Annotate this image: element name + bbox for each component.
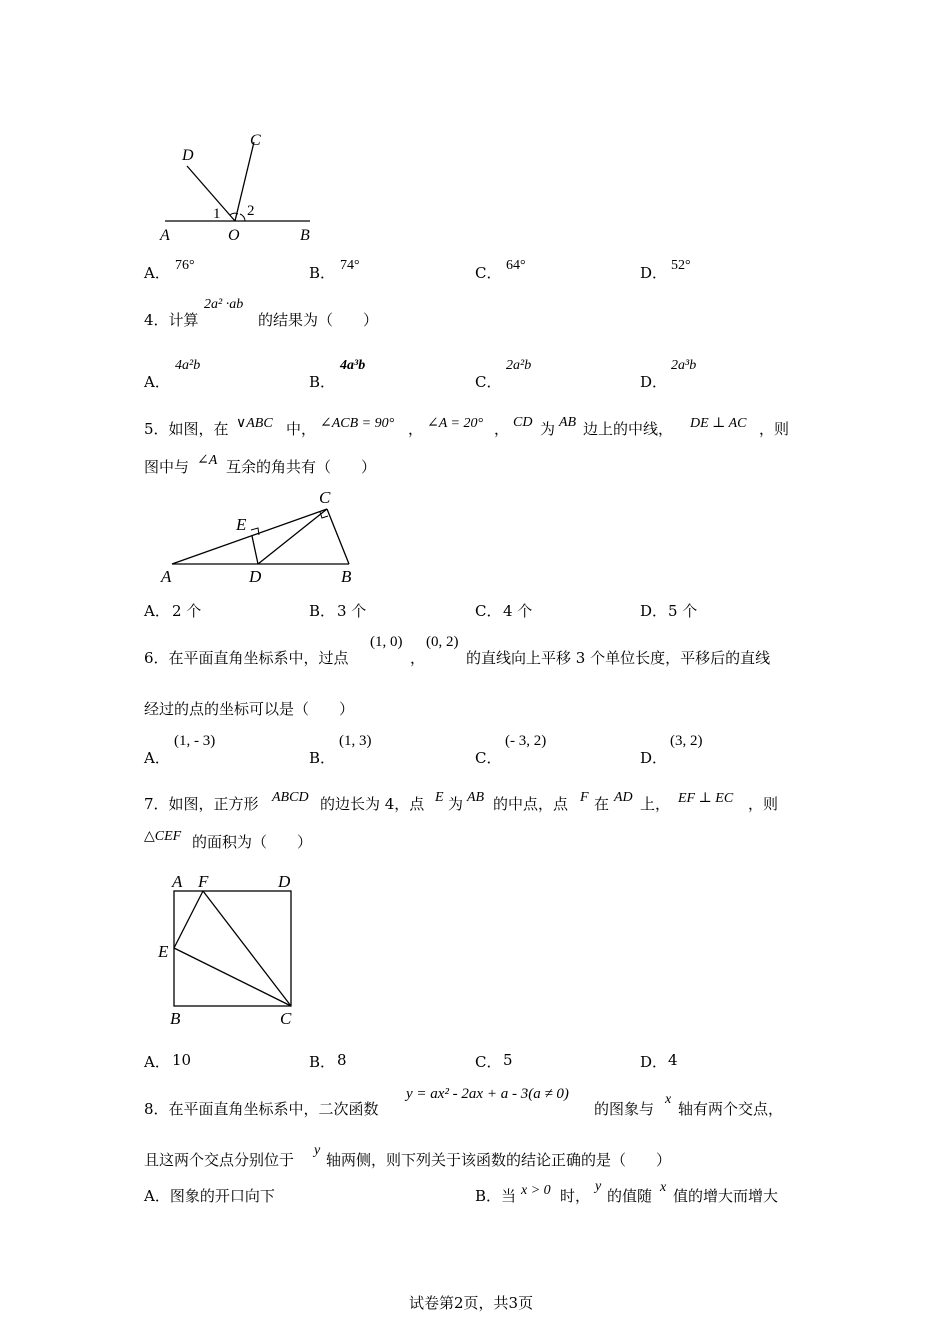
- q8-text: 且这两个交点分别位于: [144, 1151, 295, 1169]
- segment-fc: [203, 891, 291, 1006]
- option-value: 10: [172, 1051, 192, 1069]
- q8-math: y: [314, 1143, 321, 1158]
- label-e: E: [158, 942, 169, 961]
- angle-figure: [150, 120, 330, 250]
- label-b: B: [341, 567, 352, 586]
- segment-ec: [174, 948, 291, 1006]
- ray-od: [187, 166, 235, 221]
- q7-text: 为: [448, 795, 464, 813]
- option-letter: A．: [144, 373, 170, 391]
- segment-ef: [174, 891, 203, 948]
- label-b: B: [300, 227, 310, 244]
- q5-text: 图中与: [144, 458, 190, 476]
- q5-text: 为: [540, 420, 556, 438]
- label-e: E: [236, 515, 247, 534]
- q7-math: AB: [467, 790, 485, 805]
- option-letter: D．: [640, 373, 668, 391]
- option-value: 4a²b: [175, 358, 201, 373]
- option-value: 2a³b: [671, 358, 697, 373]
- q6-text: 经过的点的坐标可以是（ ）: [144, 700, 355, 718]
- option-value: 4: [668, 1051, 678, 1069]
- q5-math: ∠A = 20°: [427, 416, 484, 431]
- q5-math: CD: [513, 415, 533, 430]
- option-letter: B．: [309, 373, 336, 391]
- option-letter: B．: [309, 749, 336, 767]
- q6-text: ，: [410, 649, 426, 667]
- label-c: C: [319, 488, 331, 507]
- q8-text: 轴有两个交点，: [678, 1100, 784, 1118]
- segment-de: [252, 536, 258, 564]
- q4-expression: 2a² ·ab: [204, 297, 244, 312]
- q8-option-b: 时，: [560, 1187, 591, 1205]
- label-d: D: [182, 147, 194, 164]
- q8-option-b: 的值随: [607, 1187, 653, 1205]
- q5-math: DE ⊥ AC: [690, 416, 747, 431]
- option-value: 5: [503, 1051, 513, 1069]
- q5-text: 5．如图，在: [144, 420, 229, 438]
- option-value: 8: [337, 1051, 347, 1069]
- q7-text: 在: [594, 795, 610, 813]
- q6-text: 的直线向上平移 3 个单位长度，平移后的直线: [466, 649, 771, 667]
- q6-point: (0, 2): [426, 634, 459, 650]
- option-value: 76°: [175, 258, 195, 273]
- q7-math: ABCD: [272, 790, 309, 805]
- q5-text: 边上的中线，: [583, 420, 674, 438]
- option-letter: A．: [144, 602, 170, 620]
- q4-suffix: 的结果为（ ）: [258, 311, 379, 329]
- q5-math: AB: [559, 415, 577, 430]
- label-a: A: [160, 227, 170, 244]
- q8-math: y: [595, 1179, 602, 1194]
- segment-dc: [258, 509, 327, 564]
- option-value: (1, - 3): [174, 733, 216, 749]
- option-letter: D．: [640, 264, 668, 282]
- option-value: (3, 2): [670, 733, 703, 749]
- angle-arc-2: [240, 214, 245, 221]
- option-letter: D．: [640, 1053, 668, 1071]
- label-d: D: [249, 567, 262, 586]
- option-value: 52°: [671, 258, 691, 273]
- q6-point: (1, 0): [370, 634, 403, 650]
- q8-option-b: B．当: [475, 1187, 517, 1205]
- q7-math: △CEF: [144, 829, 182, 844]
- q8-option-a: A．图象的开口向下: [144, 1187, 275, 1205]
- option-letter: A．: [144, 264, 170, 282]
- q7-text: 上，: [640, 795, 671, 813]
- q5-math: ∠A: [197, 453, 218, 468]
- q8-math: x: [665, 1092, 672, 1107]
- option-letter: B．: [309, 602, 336, 620]
- label-o: O: [228, 227, 240, 244]
- option-value: 2a²b: [506, 358, 532, 373]
- q5-math: ∠ACB = 90°: [320, 416, 395, 431]
- q7-text: 7．如图，正方形: [144, 795, 259, 813]
- q7-math: E: [435, 790, 444, 805]
- q5-math: ∨ABC: [236, 416, 273, 431]
- q6-text: 6．在平面直角坐标系中，过点: [144, 649, 349, 667]
- q7-math: F: [580, 790, 589, 805]
- q5-text: 互余的角共有（ ）: [226, 458, 377, 476]
- q5-text: ，: [408, 420, 424, 438]
- option-letter: C．: [475, 602, 502, 620]
- option-letter: C．: [475, 264, 502, 282]
- option-value: (1, 3): [339, 733, 372, 749]
- q8-math: x > 0: [521, 1183, 551, 1198]
- option-value: 64°: [506, 258, 526, 273]
- q7-math: EF ⊥ EC: [678, 791, 734, 806]
- q8-expression: y = ax² - 2ax + a - 3(a ≠ 0): [406, 1086, 569, 1102]
- q5-text: ，则: [759, 420, 790, 438]
- label-c: C: [280, 1009, 292, 1028]
- page-footer: 试卷第2页，共3页: [409, 1294, 534, 1312]
- option-value: 4 个: [503, 602, 533, 620]
- option-letter: D．: [640, 749, 668, 767]
- label-2: 2: [247, 203, 255, 219]
- segment-ac: [172, 509, 327, 564]
- q7-text: ，则: [748, 795, 779, 813]
- label-d: D: [278, 872, 291, 891]
- option-letter: C．: [475, 1053, 502, 1071]
- option-letter: C．: [475, 373, 502, 391]
- square-abcd: [174, 891, 291, 1006]
- q8-text: 8．在平面直角坐标系中，二次函数: [144, 1100, 379, 1118]
- triangle-figure: [155, 485, 365, 590]
- option-value: 5 个: [668, 602, 698, 620]
- label-a: A: [161, 567, 172, 586]
- label-c: C: [250, 132, 261, 149]
- option-letter: D．: [640, 602, 668, 620]
- q8-text: 轴两侧，则下列关于该函数的结论正确的是（ ）: [326, 1151, 672, 1169]
- option-value: 4a³b: [340, 358, 366, 373]
- option-letter: A．: [144, 1053, 170, 1071]
- q7-text: 的面积为（ ）: [192, 833, 313, 851]
- option-letter: A．: [144, 749, 170, 767]
- label-f: F: [198, 872, 209, 891]
- option-value: 2 个: [172, 602, 202, 620]
- label-b: B: [170, 1009, 181, 1028]
- q7-text: 的中点，点: [493, 795, 569, 813]
- q8-option-b: 值的增大而增大: [673, 1187, 779, 1205]
- q7-text: 的边长为 4，点: [320, 795, 425, 813]
- q5-text: 中，: [286, 420, 317, 438]
- label-a: A: [172, 872, 183, 891]
- option-value: 3 个: [337, 602, 367, 620]
- option-letter: B．: [309, 264, 336, 282]
- label-1: 1: [213, 206, 221, 222]
- option-letter: B．: [309, 1053, 336, 1071]
- q5-text: ，: [494, 420, 510, 438]
- q8-math: x: [660, 1180, 667, 1195]
- option-value: (- 3, 2): [505, 733, 547, 749]
- option-value: 74°: [340, 258, 360, 273]
- square-figure: [150, 868, 310, 1033]
- option-letter: C．: [475, 749, 502, 767]
- q8-text: 的图象与: [594, 1100, 655, 1118]
- segment-cb: [327, 509, 349, 564]
- q4-prefix: 4．计算: [144, 311, 199, 329]
- q7-math: AD: [614, 790, 633, 805]
